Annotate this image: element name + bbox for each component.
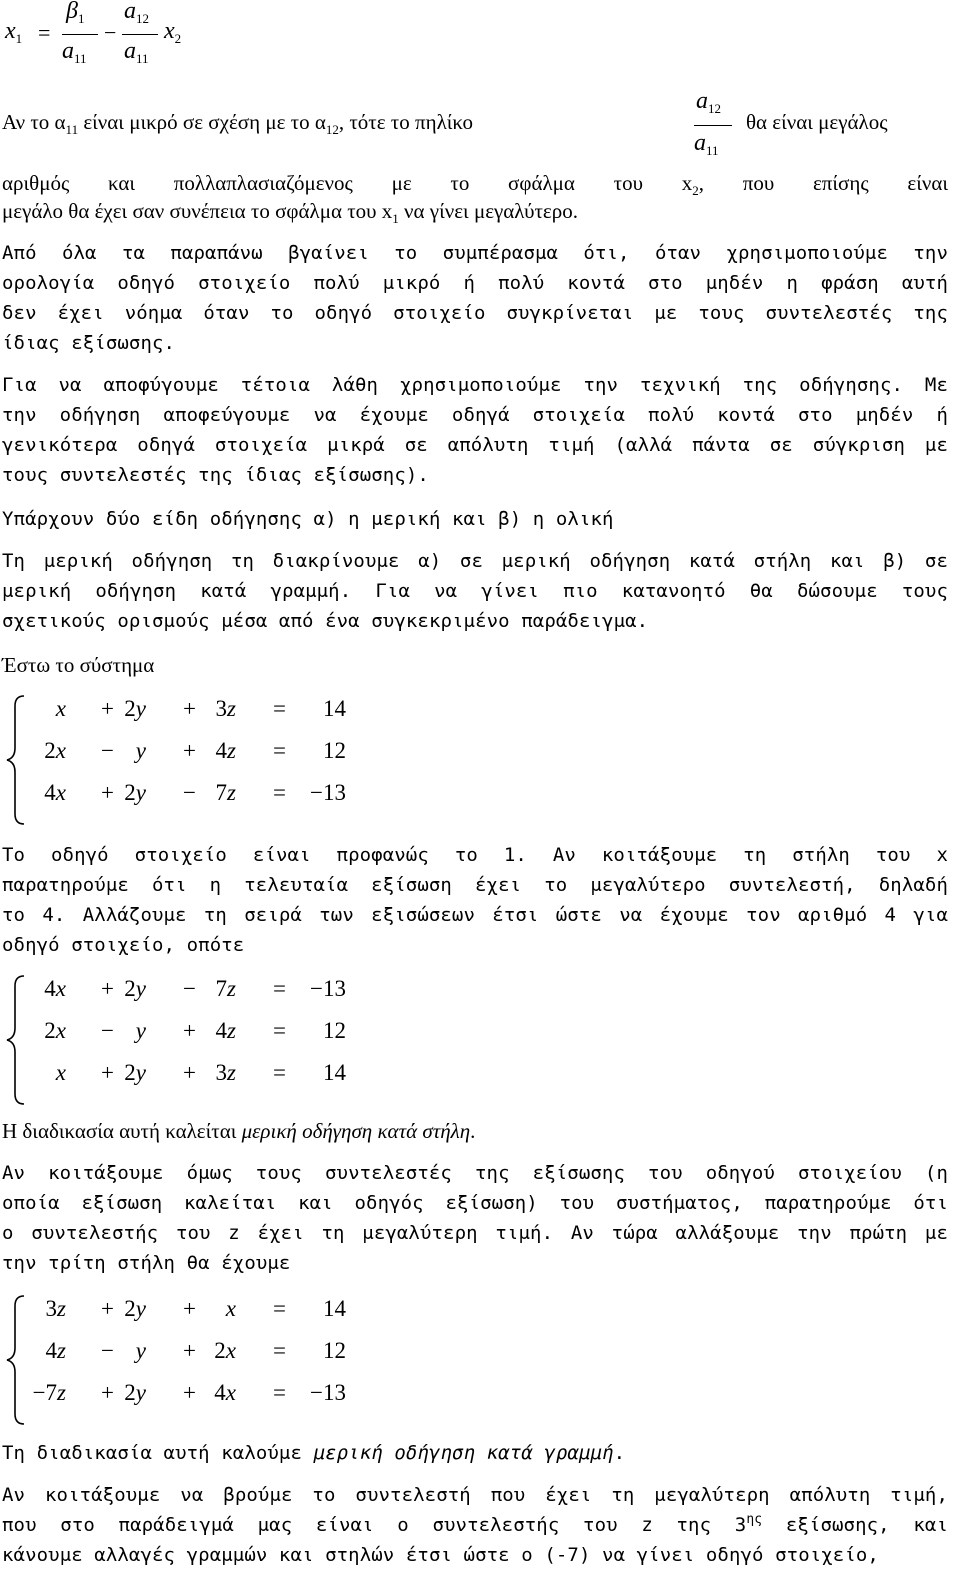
- left-brace: [2, 692, 32, 828]
- eq-term-a: x: [55, 696, 66, 721]
- eq-term-b: 2y: [124, 976, 146, 1001]
- para9-line1: Αν κοιτάξουμε όμως τους συντελεστές της εξίσωσης του οδηγού στοιχείου (η: [2, 1162, 948, 1184]
- eq-op-1: +: [101, 780, 114, 805]
- formula-minus: −: [104, 20, 117, 45]
- eq-rhs: 12: [323, 1338, 346, 1363]
- eq-term-c: 4z: [215, 1018, 236, 1043]
- eq-equals-sign: =: [273, 1060, 286, 1085]
- eq-term-a: 4x: [44, 976, 66, 1001]
- equation-system-2: [0, 972, 400, 1108]
- eq-rhs: −13: [310, 976, 346, 1001]
- equation-system-1: [0, 692, 400, 828]
- para2-line1: Από όλα τα παραπάνω βγαίνει το συμπέρασμα ότι, όταν χρησιμοποιούμε την: [2, 242, 948, 264]
- eq-equals-sign: =: [273, 738, 286, 763]
- eq-term-a: 2x: [44, 1018, 66, 1043]
- eq-term-a: 3z: [45, 1296, 66, 1321]
- eq-term-c: 7z: [215, 780, 236, 805]
- eq-equals-sign: =: [273, 696, 286, 721]
- eq-term-b: 2y: [124, 1296, 146, 1321]
- para5-line1: Τη μερική οδήγηση τη διακρίνουμε α) σε μερική οδήγηση κατά στήλη και β) σε: [2, 550, 948, 572]
- eq-equals-sign: =: [273, 1338, 286, 1363]
- formula-num2: $a_{12}$: [124, 0, 149, 26]
- para1-line1: Αν το $\alpha_{11}$ είναι μικρό σε σχέση με το $\alpha_{12}$, τότε το πηλίκο θα είναι μεγάλος: [2, 110, 888, 137]
- eq-op-2: +: [183, 1060, 196, 1085]
- eq-term-a: −7z: [32, 1380, 66, 1405]
- para8-emphasis: μερική οδήγηση κατά στήλη: [241, 1119, 471, 1143]
- eq-op-2: −: [183, 976, 196, 1001]
- inline-fraction: $a_{12}$ $a_{11}$: [690, 88, 740, 168]
- formula-lhs: $x_1$: [5, 18, 23, 46]
- formula-equals: =: [38, 20, 51, 45]
- para6: Έστω το σύστημα: [2, 653, 155, 677]
- brace-path: [7, 976, 24, 1104]
- eq-term-b: 2y: [124, 1060, 146, 1085]
- para1-tail: θα είναι μεγάλος: [746, 110, 888, 134]
- eq-term-b: y: [135, 1338, 146, 1363]
- eq-rhs: −13: [310, 1380, 346, 1405]
- para9-line2: οποία εξίσωση καλείται και οδηγός εξίσωση) του συστήματος, παρατηρούμε ότι: [2, 1192, 948, 1214]
- eq-equals-sign: =: [273, 780, 286, 805]
- eq-term-b: y: [135, 1018, 146, 1043]
- eq-rhs: 12: [323, 1018, 346, 1043]
- eq-term-a: 2x: [44, 738, 66, 763]
- para1-line3: μεγάλο θα έχει σαν συνέπεια το σφάλμα του $x_1$ να γίνει μεγαλύτερο.: [2, 199, 578, 226]
- formula-den2: $a_{11}$: [124, 38, 149, 66]
- formula-top: [0, 0, 200, 72]
- eq-term-c: 2x: [214, 1338, 236, 1363]
- eq-op-2: +: [183, 1380, 196, 1405]
- formula-num1: $\beta_1$: [66, 0, 85, 26]
- para3-line1: Για να αποφύγουμε τέτοια λάθη χρησιμοποιούμε την τεχνική της οδήγησης. Με: [2, 374, 948, 396]
- eq-op-1: −: [101, 1018, 114, 1043]
- eq-term-a: x: [55, 1060, 66, 1085]
- formula-fraction-bar-1: [62, 34, 98, 35]
- para11-line3: κάνουμε αλλαγές γραμμών και στηλών έτσι ώστε ο (-7) να γίνει οδηγό στοιχείο,: [2, 1544, 879, 1566]
- para8: Η διαδικασία αυτή καλείται μερική οδήγηση κατά στήλη.: [2, 1119, 476, 1143]
- eq-term-c: x: [225, 1296, 236, 1321]
- eq-op-1: +: [101, 976, 114, 1001]
- para7-line1: Το οδηγό στοιχείο είναι προφανώς το 1. Αν κοιτάξουμε τη στήλη του x: [2, 844, 948, 866]
- para7-line2: παρατηρούμε ότι η τελευταία εξίσωση έχει το μεγαλύτερο συντελεστή, δηλαδή: [2, 874, 948, 896]
- para11-line2: που στο παράδειγμά μας είναι ο συντελεστής του z της $3^{\eta\varsigma}$ εξίσωσης, και: [2, 1512, 948, 1536]
- eq-op-1: −: [101, 738, 114, 763]
- para2-line4: ίδιας εξίσωσης.: [2, 332, 176, 354]
- para5-line2: μερική οδήγηση κατά γραμμή. Για να γίνει πιο κατανοητό θα δώσουμε τους: [2, 580, 948, 602]
- eq-op-1: +: [101, 1296, 114, 1321]
- eq-term-b: 2y: [124, 696, 146, 721]
- eq-op-2: +: [183, 1338, 196, 1363]
- eq-op-1: +: [101, 696, 114, 721]
- eq-rhs: 14: [323, 1296, 346, 1321]
- eq-term-c: 3z: [215, 1060, 236, 1085]
- eq-term-b: 2y: [124, 1380, 146, 1405]
- formula-fraction-bar-2: [122, 34, 158, 35]
- para10-emphasis: μερική οδήγηση κατά γραμμή: [313, 1442, 614, 1464]
- formula-den1: $a_{11}$: [62, 38, 87, 66]
- eq-rhs: −13: [310, 780, 346, 805]
- para1-line2: αριθμός και πολλαπλασιαζόμενος με το σφάλμα του $x_2$, που επίσης είναι: [2, 171, 949, 198]
- eq-equals-sign: =: [273, 976, 286, 1001]
- eq-rhs: 14: [323, 1060, 346, 1085]
- eq-op-1: −: [101, 1338, 114, 1363]
- para10: Τη διαδικασία αυτή καλούμε μερική οδήγηση κατά γραμμή.: [2, 1442, 626, 1464]
- brace-path: [7, 696, 24, 824]
- formula-var: $x_2$: [164, 18, 182, 46]
- eq-op-1: +: [101, 1060, 114, 1085]
- eq-equals-sign: =: [273, 1296, 286, 1321]
- eq-op-2: +: [183, 1018, 196, 1043]
- eq-op-2: −: [183, 780, 196, 805]
- para2-line3: δεν έχει νόημα όταν το οδηγό στοιχείο συγκρίνεται με τους συντελεστές της: [2, 302, 948, 324]
- eq-term-c: 3z: [215, 696, 236, 721]
- para5-line3: σχετικούς ορισμούς μέσα από ένα συγκεκριμένο παράδειγμα.: [2, 610, 649, 632]
- eq-rhs: 14: [323, 696, 346, 721]
- eq-equals-sign: =: [273, 1380, 286, 1405]
- para4: Υπάρχουν δύο είδη οδήγησης α) η μερική και β) η ολική: [2, 508, 614, 530]
- left-brace: [2, 972, 32, 1108]
- para3-line4: τους συντελεστές της ίδιας εξίσωσης).: [2, 464, 429, 486]
- para7-line4: οδηγό στοιχείο, οπότε: [2, 934, 245, 956]
- para11-line1: Αν κοιτάξουμε να βρούμε το συντελεστή που έχει τη μεγαλύτερη απόλυτη τιμή,: [2, 1484, 948, 1506]
- eq-equals-sign: =: [273, 1018, 286, 1043]
- eq-op-2: +: [183, 738, 196, 763]
- eq-op-2: +: [183, 1296, 196, 1321]
- eq-op-1: +: [101, 1380, 114, 1405]
- eq-term-c: 7z: [215, 976, 236, 1001]
- eq-op-2: +: [183, 696, 196, 721]
- para9-line4: την τρίτη στήλη θα έχουμε: [2, 1252, 291, 1274]
- eq-term-b: 2y: [124, 780, 146, 805]
- para3-line2: την οδήγηση αποφεύγουμε να έχουμε οδηγά στοιχεία πολύ κοντά στο μηδέν ή: [2, 404, 948, 426]
- eq-term-c: 4x: [214, 1380, 236, 1405]
- eq-term-a: 4z: [45, 1338, 66, 1363]
- left-brace: [2, 1292, 32, 1428]
- brace-path: [7, 1296, 24, 1424]
- para2-line2: ορολογία οδηγό στοιχείο πολύ μικρό ή πολύ κοντά στο μηδέν η φράση αυτή: [2, 272, 948, 294]
- eq-term-b: y: [135, 738, 146, 763]
- para7-line3: το 4. Αλλάζουμε τη σειρά των εξισώσεων έτσι ώστε να έχουμε τον αριθμό 4 για: [2, 904, 948, 926]
- eq-term-a: 4x: [44, 780, 66, 805]
- eq-term-c: 4z: [215, 738, 236, 763]
- para3-line3: γενικότερα οδηγά στοιχεία μικρά σε απόλυτη τιμή (αλλά πάντα σε σύγκριση με: [2, 434, 948, 456]
- eq-rhs: 12: [323, 738, 346, 763]
- para9-line3: ο συντελεστής του z έχει τη μεγαλύτερη τιμή. Αν τώρα αλλάξουμε την πρώτη με: [2, 1222, 948, 1244]
- equation-system-3: [0, 1292, 400, 1428]
